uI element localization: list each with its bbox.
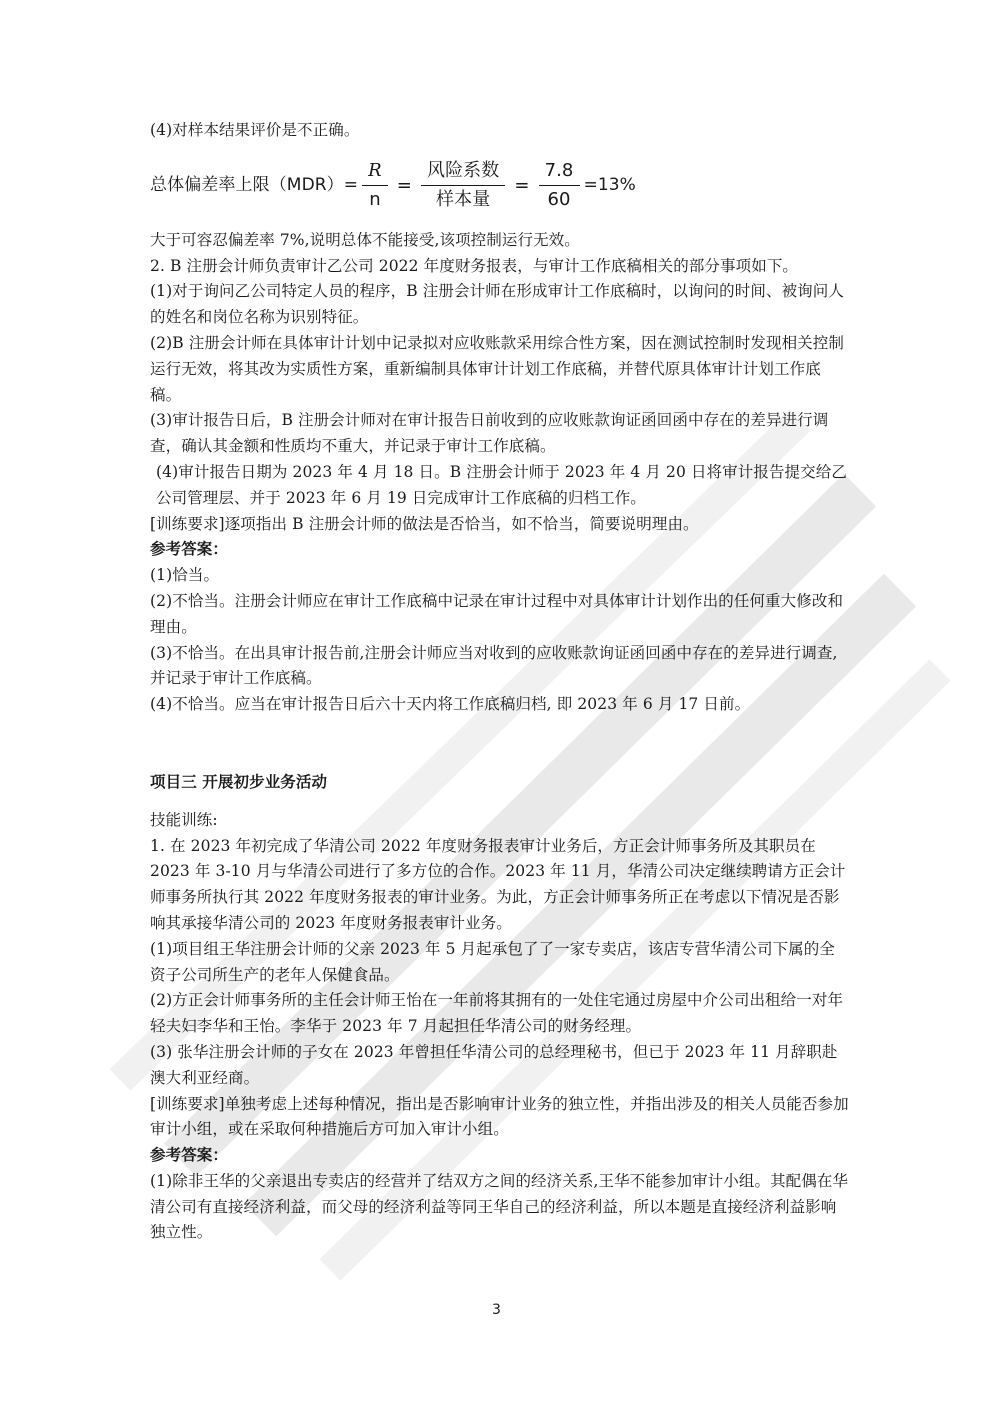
- list-item: (3)审计报告日后，B 注册会计师对在审计报告日前收到的应收账款询证函回函中存在的差异进行调查，确认其金额和性质均不重大，并记录于审计工作底稿。: [150, 411, 829, 456]
- section-spacer: [150, 718, 850, 770]
- question-2-intro: 2. B 注册会计师负责审计乙公司 2022 年度财务报表，与审计工作底稿相关的部分事项如下。: [150, 256, 799, 275]
- list-item: (1)对于询问乙公司特定人员的程序，B 注册会计师在形成审计工作底稿时，以询问的时间、被询问人的姓名和岗位名称为识别特征。: [150, 282, 844, 327]
- fraction-values: [539, 159, 580, 212]
- equals-sign: =: [514, 174, 530, 196]
- list-item: (2)B 注册会计师在具体审计计划中记录拟对应收账款采用综合性方案，因在测试控制时发现相关控制运行无效，将其改为实质性方案，重新编制具体审计计划工作底稿，并替代原具体审计计划工作底稿。: [150, 333, 844, 404]
- fraction-denominator: 60: [547, 189, 571, 211]
- answer-item: (3)不恰当。在出具审计报告前,注册会计师应当对收到的应收账款询证函回函中存在的差异进行调查,并记录于审计工作底稿。: [150, 643, 838, 688]
- fraction-risk-sample: [421, 159, 505, 212]
- fraction-r-n: [362, 159, 388, 212]
- answer-item: (1)除非王华的父亲退出专卖店的经营并了结双方之间的经济关系,王华不能参加审计小组。其配偶在华清公司有直接经济利益，而父母的经济利益等同王华自己的经济利益，所以本题是直接经济利益影响独立性。: [150, 1171, 849, 1242]
- page-number: 3: [492, 1302, 501, 1318]
- list-item: (1)项目组王华注册会计师的父亲 2023 年 5 月起承包了了一家专卖店，该店专营华清公司下属的全资子公司所生产的老年人保健食品。: [150, 939, 835, 984]
- list-item: (3) 张华注册会计师的子女在 2023 年曾担任华清公司的总经理秘书，但已于 2023 年 11 月辞职赴澳大利亚经商。: [150, 1042, 838, 1087]
- text-line: (4)对样本结果评价是不正确。: [150, 121, 360, 139]
- answer-item: (4)不恰当。应当在审计报告日后六十天内将工作底稿归档, 即 2023 年 6 月 17 日前。: [150, 695, 751, 714]
- list-item: (2)方正会计师事务所的主任会计师王怡在一年前将其拥有的一处住宅通过房屋中介公司出租给一对年轻夫妇李华和王怡。李华于 2023 年 7 月起担任华清公司的财务经理。: [150, 991, 844, 1036]
- fraction-denominator: 样本量: [436, 189, 491, 211]
- section-subheading: 技能训练:: [150, 810, 218, 829]
- fraction-denominator: n: [369, 189, 381, 211]
- answer-heading: 参考答案：: [150, 540, 229, 559]
- fraction-numerator: 7.8: [539, 159, 580, 186]
- text-line: 大于可容忍偏差率 7%,说明总体不能接受,该项控制运行无效。: [150, 230, 580, 249]
- answer-heading: 参考答案：: [150, 1146, 229, 1165]
- formula-result: =13%: [583, 174, 636, 195]
- training-requirement: [训练要求]单独考虑上述每种情况，指出是否影响审计业务的独立性，并指出涉及的相关人员能否参加审计小组，或在采取何种措施后方可加入审计小组。: [150, 1094, 849, 1139]
- mdr-formula: [150, 144, 850, 228]
- list-item: (4)审计报告日期为 2023 年 4 月 18 日。B 注册会计师于 2023 年 4 月 20 日将审计报告提交给乙公司管理层、并于 2023 年 6 月 19 日完成审计工作底稿的归档工作。: [156, 462, 847, 507]
- training-requirement: [训练要求]逐项指出 B 注册会计师的做法是否恰当，如不恰当，简要说明理由。: [150, 514, 699, 533]
- fraction-numerator: R: [362, 159, 388, 186]
- main-content: [150, 118, 850, 1246]
- answer-item: (1)恰当。: [150, 566, 220, 585]
- equals-sign: =: [396, 174, 412, 196]
- question-1-intro: 1. 在 2023 年初完成了华清公司 2022 年度财务报表审计业务后，方正会计师事务所及其职员在 2023 年 3-10 月与华清公司进行了多方位的合作。2023 年 11 月，华清公司决定继续聘请方正会计师事务所执行其 2022 年度财务报表的审计业务。为此，方正会计师事务所正在考虑以下情况是否影响其承接华清公司的 2023 年度财务报表审计业务。: [150, 836, 846, 932]
- formula-lhs: 总体偏差率上限（MDR）=: [150, 174, 359, 195]
- answer-item: (2)不恰当。注册会计师应在审计工作底稿中记录在审计过程中对具体审计计划作出的任何重大修改和理由。: [150, 591, 844, 636]
- section-title: 项目三 开展初步业务活动: [150, 772, 328, 791]
- fraction-numerator: 风险系数: [421, 159, 505, 186]
